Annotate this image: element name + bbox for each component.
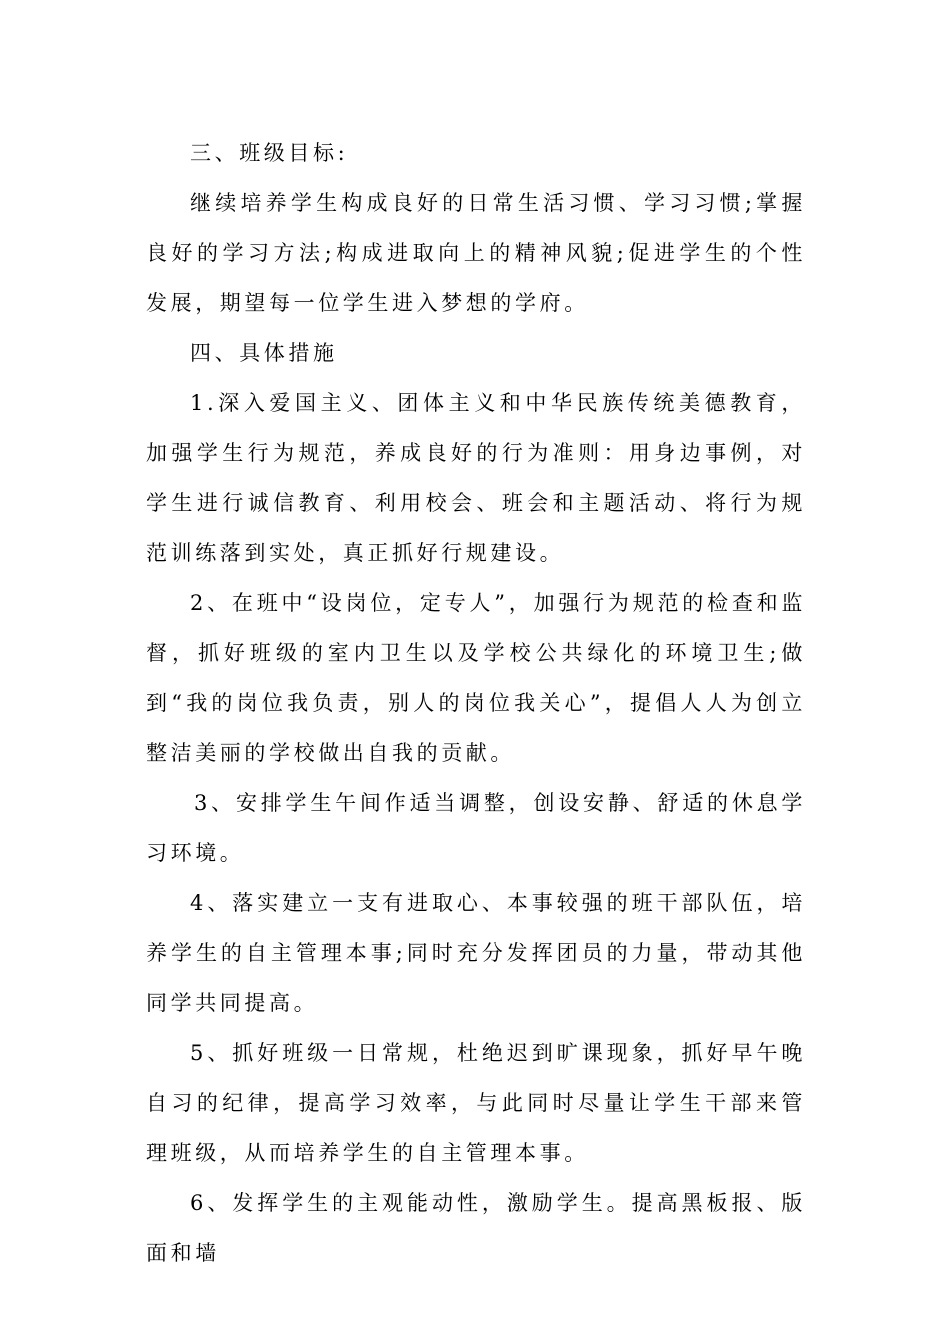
goals-paragraph: 继续培养学生构成良好的日常生活习惯、学习习惯;掌握良好的学习方法;构成进取向上的精神风貌;促进学生的个性发展，期望每一位学生进入梦想的学府。	[146, 191, 806, 315]
measure-item-1: 1.深入爱国主义、团体主义和中华民族传统美德教育，加强学生行为规范，养成良好的行为准则：用身边事例，对学生进行诚信教育、利用校会、班会和主题活动、将行为规范训练落到实处，真正抓好行规建设。	[146, 391, 806, 565]
document-body	[146, 128, 806, 1278]
measure-item-4: 4、落实建立一支有进取心、本事较强的班干部队伍，培养学生的自主管理本事;同时充分发挥团员的力量，带动其他同学共同提高。	[146, 891, 806, 1015]
measure-item-2: 2、在班中“设岗位，定专人”，加强行为规范的检查和监督，抓好班级的室内卫生以及学校公共绿化的环境卫生;做到“我的岗位我负责，别人的岗位我关心”，提倡人人为创立整洁美丽的学校做出自我的贡献。	[146, 591, 806, 765]
section-heading-measures: 四、具体措施	[190, 341, 338, 365]
measure-item-3: 3、安排学生午间作适当调整，创设安静、舒适的休息学习环境。	[146, 791, 806, 865]
measure-item-6: 6、发挥学生的主观能动性，激励学生。提高黑板报、版面和墙	[146, 1191, 806, 1265]
section-heading-goals: 三、班级目标:	[190, 141, 349, 165]
measure-item-5: 5、抓好班级一日常规，杜绝迟到旷课现象，抓好早午晚自习的纪律，提高学习效率，与此同时尽量让学生干部来管理班级，从而培养学生的自主管理本事。	[146, 1041, 806, 1165]
